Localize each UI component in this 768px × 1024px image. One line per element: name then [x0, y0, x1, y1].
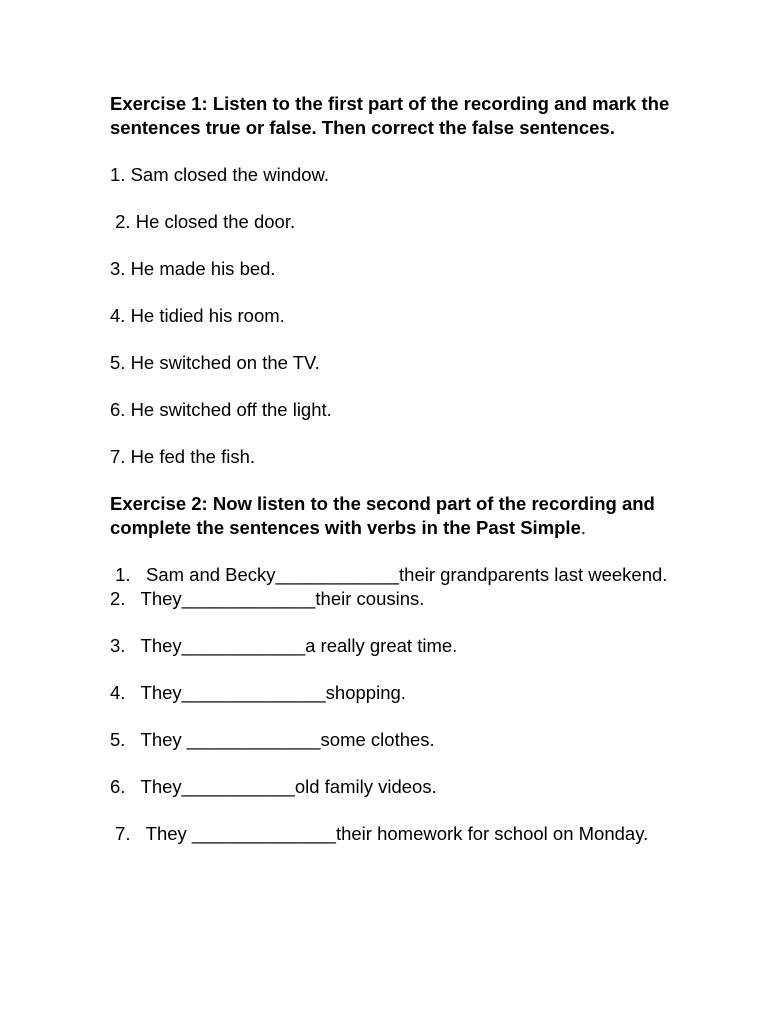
exercise-1-item-5: 5. He switched on the TV.	[110, 352, 320, 373]
exercise-1-item-2: 2. He closed the door.	[110, 211, 296, 232]
exercise-1-item-4: 4. He tidied his room.	[110, 305, 285, 326]
exercise-2-item-2: 2. They_____________their cousins.	[110, 588, 425, 609]
exercise-2-item-7: 7. They ______________their homework for school on Monday.	[110, 823, 649, 844]
exercise-2-heading: Exercise 2: Now listen to the second part of the recording and complete the sentences with verbs in the Past Simple.	[110, 493, 655, 538]
exercise-1-item-6: 6. He switched off the light.	[110, 399, 332, 420]
exercise-1-item-3: 3. He made his bed.	[110, 258, 276, 279]
exercise-2-item-1: 1. Sam and Becky____________their grandparents last weekend.	[110, 564, 668, 585]
exercise-2-item-6: 6. They___________old family videos.	[110, 776, 437, 797]
worksheet	[110, 92, 670, 846]
exercise-2-heading-period: .	[580, 517, 587, 538]
exercise-2-item-5: 5. They _____________some clothes.	[110, 729, 435, 750]
exercise-2-item-4: 4. They______________shopping.	[110, 682, 406, 703]
exercise-2-item-3: 3. They____________a really great time.	[110, 635, 458, 656]
exercise-1-heading: Exercise 1: Listen to the first part of the recording and mark the sentences true or false. Then correct the false sentences.	[110, 93, 670, 138]
exercise-1-item-1: 1. Sam closed the window.	[110, 164, 330, 185]
exercise-1-item-7: 7. He fed the fish.	[110, 446, 256, 467]
